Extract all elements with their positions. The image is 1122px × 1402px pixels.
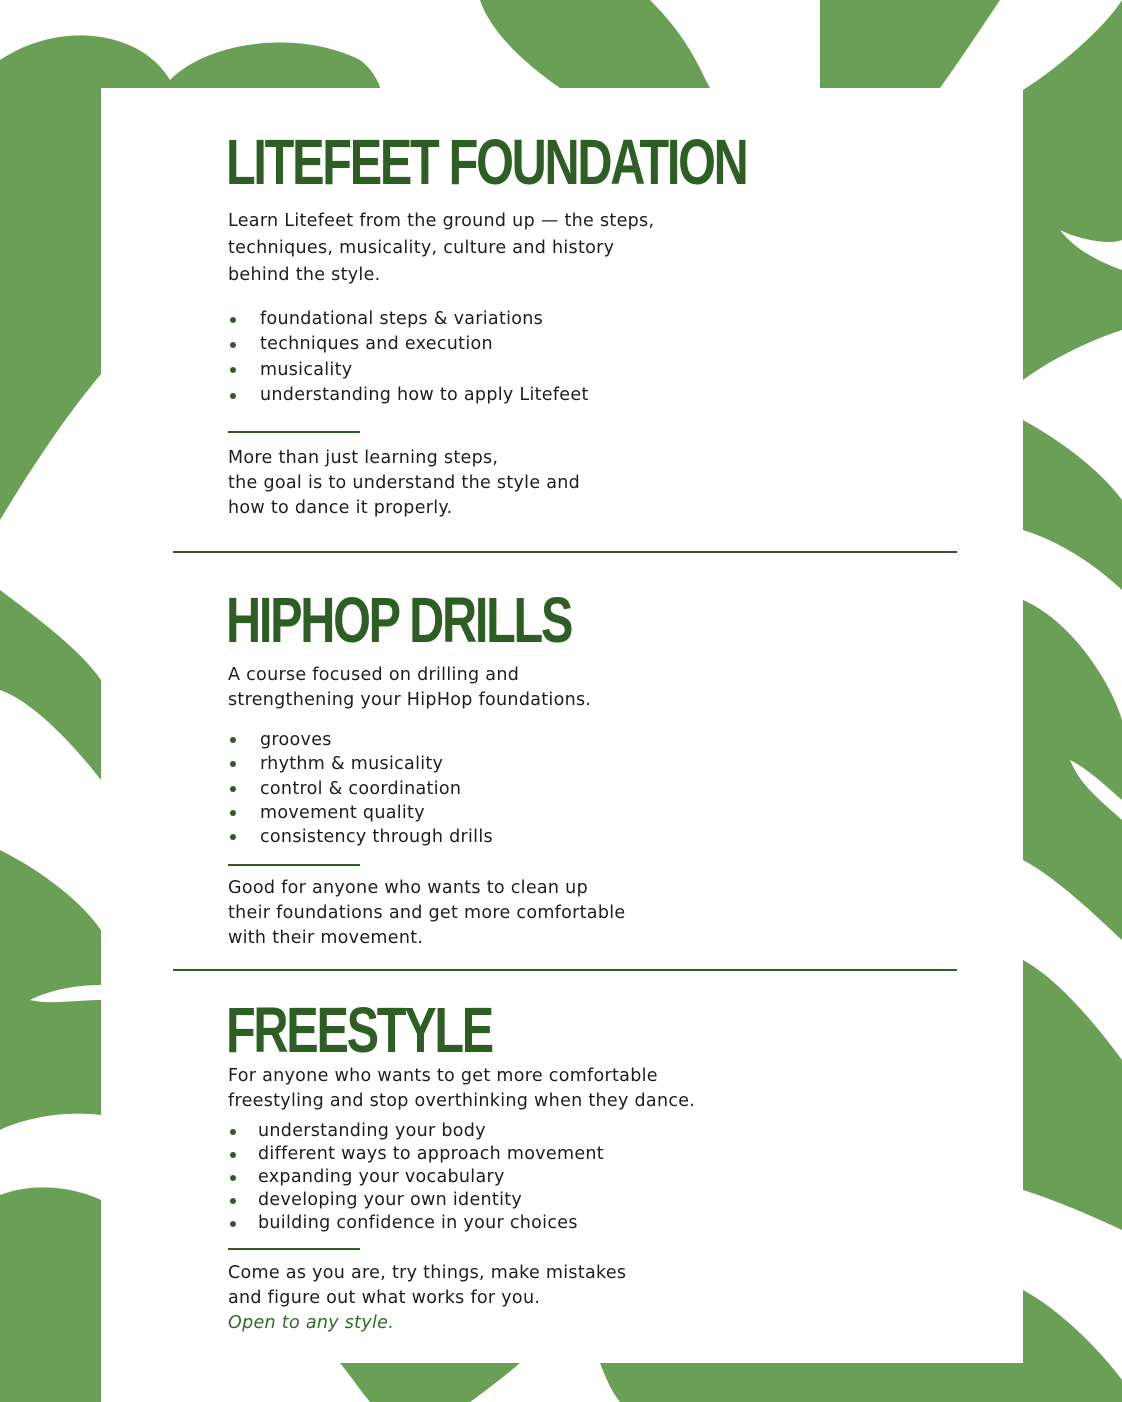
- bullet-icon: [230, 1152, 236, 1158]
- section-title-hiphop-drills: HIPHOP DRILLS: [226, 584, 572, 656]
- list-item: different ways to approach movement: [228, 1143, 604, 1166]
- bullet-icon: [230, 1198, 236, 1204]
- bullet-icon: [230, 317, 236, 323]
- list-item: foundational steps & variations: [228, 307, 589, 332]
- list-item: musicality: [228, 358, 589, 383]
- section-intro-litefeet: Learn Litefeet from the ground up — the steps, techniques, musicality, culture and history behind the style.: [228, 211, 655, 285]
- section-title-freestyle: FREESTYLE: [226, 994, 492, 1066]
- open-style-note: Open to any style.: [228, 1313, 395, 1333]
- short-divider: [228, 431, 360, 433]
- section-intro-hiphop: A course focused on drilling and strengthening your HipHop foundations.: [228, 665, 592, 710]
- bullet-icon: [230, 737, 236, 743]
- list-item: control & coordination: [228, 777, 493, 801]
- section-divider: [173, 969, 957, 971]
- list-item: movement quality: [228, 801, 493, 825]
- section-intro-freestyle: For anyone who wants to get more comfortable freestyling and stop overthinking when they dance.: [228, 1066, 696, 1111]
- bullet-icon: [230, 1129, 236, 1135]
- list-item: rhythm & musicality: [228, 752, 493, 776]
- topic-list-litefeet: [228, 307, 589, 409]
- section-title-litefeet-foundation: LITEFEET FOUNDATION: [226, 126, 747, 198]
- list-item: developing your own identity: [228, 1189, 604, 1212]
- bullet-icon: [230, 1175, 236, 1181]
- short-divider: [228, 1248, 360, 1250]
- bullet-icon: [230, 367, 236, 373]
- bullet-icon: [230, 342, 236, 348]
- list-item: grooves: [228, 728, 493, 752]
- bullet-icon: [230, 834, 236, 840]
- topic-list-hiphop: [228, 728, 493, 849]
- list-item: building confidence in your choices: [228, 1212, 604, 1235]
- list-item: understanding your body: [228, 1120, 604, 1143]
- bullet-icon: [230, 1221, 236, 1227]
- list-item: expanding your vocabulary: [228, 1166, 604, 1189]
- course-card: [101, 88, 1023, 1363]
- list-item: consistency through drills: [228, 825, 493, 849]
- topic-list-freestyle: [228, 1120, 604, 1235]
- section-closing-litefeet: More than just learning steps, the goal is to understand the style and how to dance it properly.: [228, 448, 581, 518]
- list-item: techniques and execution: [228, 332, 589, 357]
- short-divider: [228, 864, 360, 866]
- bullet-icon: [230, 810, 236, 816]
- section-closing-hiphop: Good for anyone who wants to clean up their foundations and get more comfortable with their movement.: [228, 878, 626, 948]
- section-divider: [173, 551, 957, 553]
- bullet-icon: [230, 393, 236, 399]
- bullet-icon: [230, 761, 236, 767]
- list-item: understanding how to apply Litefeet: [228, 383, 589, 408]
- bullet-icon: [230, 786, 236, 792]
- section-closing-freestyle: Come as you are, try things, make mistakes and figure out what works for you.: [228, 1263, 627, 1308]
